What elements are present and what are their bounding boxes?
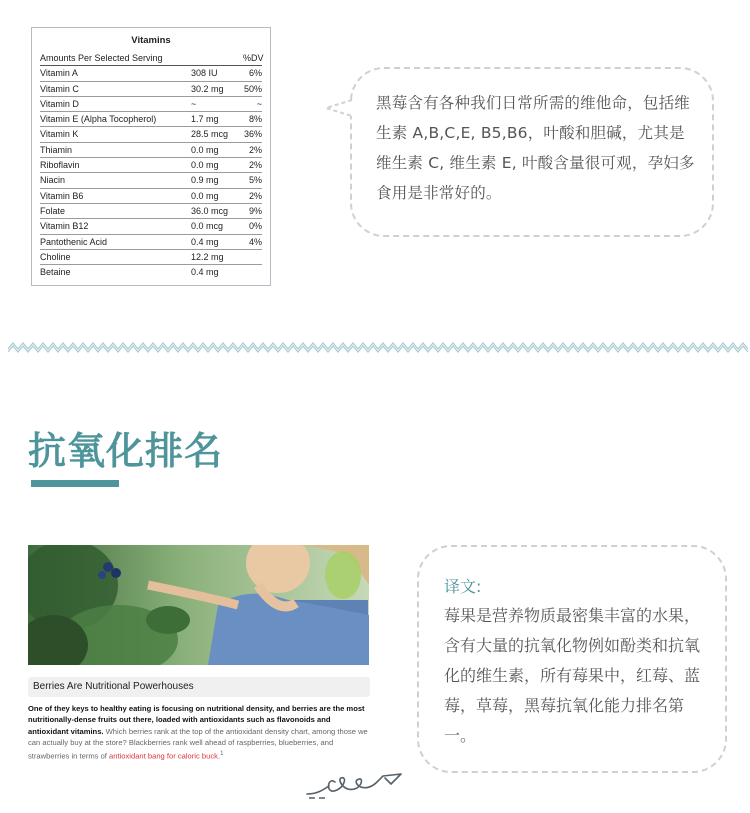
info-card-body bbox=[28, 703, 373, 762]
vitamin-amount: 12.2 mg bbox=[191, 251, 224, 262]
footnote-ref[interactable]: 1 bbox=[220, 750, 224, 757]
vitamin-amount: 1.7 mg bbox=[191, 114, 219, 125]
vitamin-row bbox=[40, 112, 262, 127]
vitamins-table bbox=[31, 27, 271, 286]
vitamin-amount: 0.4 mg bbox=[191, 267, 219, 278]
doodle-icon bbox=[305, 768, 405, 800]
vitamin-row bbox=[40, 143, 262, 158]
vitamin-name: Vitamin B12 bbox=[40, 221, 89, 232]
vitamin-row bbox=[40, 189, 262, 204]
vitamin-dv: 9% bbox=[248, 205, 262, 216]
vitamin-dv: 5% bbox=[248, 175, 262, 186]
info-card bbox=[25, 666, 375, 770]
vitamin-name: Vitamin E (Alpha Tocopherol) bbox=[40, 114, 157, 125]
vitamin-name: Pantothenic Acid bbox=[40, 236, 108, 247]
vitamin-name: Thiamin bbox=[40, 144, 73, 155]
vitamin-amount: 36.0 mcg bbox=[191, 205, 229, 216]
vitamin-dv: ~ bbox=[256, 98, 262, 109]
vitamin-dv bbox=[243, 265, 262, 280]
vitamin-row bbox=[40, 66, 262, 81]
vitamin-name: Vitamin K bbox=[40, 129, 79, 140]
vitamin-amount: ~ bbox=[191, 98, 197, 109]
vitamin-name: Vitamin C bbox=[40, 83, 79, 94]
vitamin-dv: 4% bbox=[248, 236, 262, 247]
vitamin-dv: 2% bbox=[248, 190, 262, 201]
vitamin-dv: 2% bbox=[248, 144, 262, 155]
vitamin-row bbox=[40, 265, 262, 280]
header-dv: %DV bbox=[243, 53, 264, 63]
vitamin-name: Folate bbox=[40, 205, 66, 216]
vitamin-amount: 0.0 mg bbox=[191, 144, 219, 155]
heading-underline bbox=[31, 480, 119, 487]
zigzag-divider bbox=[8, 340, 750, 354]
vitamin-row bbox=[40, 173, 262, 188]
vitamin-row bbox=[40, 219, 262, 234]
vitamin-name: Niacin bbox=[40, 175, 66, 186]
header-amounts: Amounts Per Selected Serving bbox=[40, 53, 163, 63]
vitamin-row bbox=[40, 127, 262, 142]
vitamin-amount: 30.2 mg bbox=[191, 83, 224, 94]
vitamin-row bbox=[40, 158, 262, 173]
vitamin-row bbox=[40, 204, 262, 219]
vitamin-amount: 308 IU bbox=[191, 68, 218, 79]
vitamin-amount: 28.5 mcg bbox=[191, 129, 229, 140]
vitamin-amount: 0.0 mg bbox=[191, 160, 219, 171]
vitamins-rows bbox=[40, 66, 262, 280]
vitamin-dv: 0% bbox=[248, 221, 262, 232]
vitamin-row bbox=[40, 235, 262, 250]
vitamin-amount: 0.9 mg bbox=[191, 175, 219, 186]
berry-picking-photo bbox=[28, 545, 369, 665]
vitamin-name: Riboflavin bbox=[40, 160, 80, 171]
vitamin-name: Vitamin B6 bbox=[40, 190, 84, 201]
info-card-bold-text: One of they keys to healthy eating is focusing on nutritional density, and berries are the most nutritionally-dense fruits out there, loaded with antioxidants such as flavonoids and antioxidant vitamins. bbox=[28, 704, 365, 736]
vitamin-dv: 36% bbox=[243, 129, 262, 140]
vitamin-name: Vitamin D bbox=[40, 98, 79, 109]
vitamin-row bbox=[40, 97, 262, 112]
bubble-vitamins-text: 黑莓含有各种我们日常所需的维他命，包括维生素 A,B,C,E, B5,B6，叶酸和胆碱，尤其是维生素 C, 维生素 E, 叶酸含量很可观，孕妇多食用是非常好的。 bbox=[376, 94, 695, 202]
vitamin-amount: 0.0 mcg bbox=[191, 221, 224, 232]
vitamin-row bbox=[40, 250, 262, 265]
vitamin-amount: 0.4 mg bbox=[191, 236, 219, 247]
vitamin-name: Choline bbox=[40, 251, 71, 262]
translation-label: 译文: bbox=[444, 577, 482, 596]
bubble-tail bbox=[323, 96, 355, 120]
vitamin-amount: 0.0 mg bbox=[191, 190, 219, 201]
vitamins-header-row bbox=[40, 51, 262, 66]
vitamin-name: Betaine bbox=[40, 267, 71, 278]
vitamin-dv: 8% bbox=[248, 114, 262, 125]
vitamin-dv: 2% bbox=[248, 160, 262, 171]
section-heading: 抗氧化排名 bbox=[28, 429, 224, 473]
vitamin-name: Vitamin A bbox=[40, 68, 78, 79]
info-card-text: Which berries rank at the top of the antioxidant density chart, among those we can actually buy at the store? Blackberries rank well ahead of raspberries, blueberries, and strawberries in terms of bbox=[28, 726, 368, 761]
vitamins-title: Vitamins bbox=[131, 35, 171, 46]
info-card-heading: Berries Are Nutritional Powerhouses bbox=[28, 677, 370, 697]
vitamin-dv: 50% bbox=[243, 83, 262, 94]
vitamin-row bbox=[40, 82, 262, 97]
vitamin-dv: 6% bbox=[248, 68, 262, 79]
antioxidant-link[interactable]: antioxidant bang for caloric buck. bbox=[109, 751, 221, 761]
translation-text: 莓果是营养物质最密集丰富的水果，含有大量的抗氧化物例如酚类和抗氧化的维生素，所有莓果中，红莓、蓝莓，草莓，黑莓抗氧化能力排名第一。 bbox=[444, 606, 701, 745]
vitamin-dv bbox=[243, 250, 262, 264]
